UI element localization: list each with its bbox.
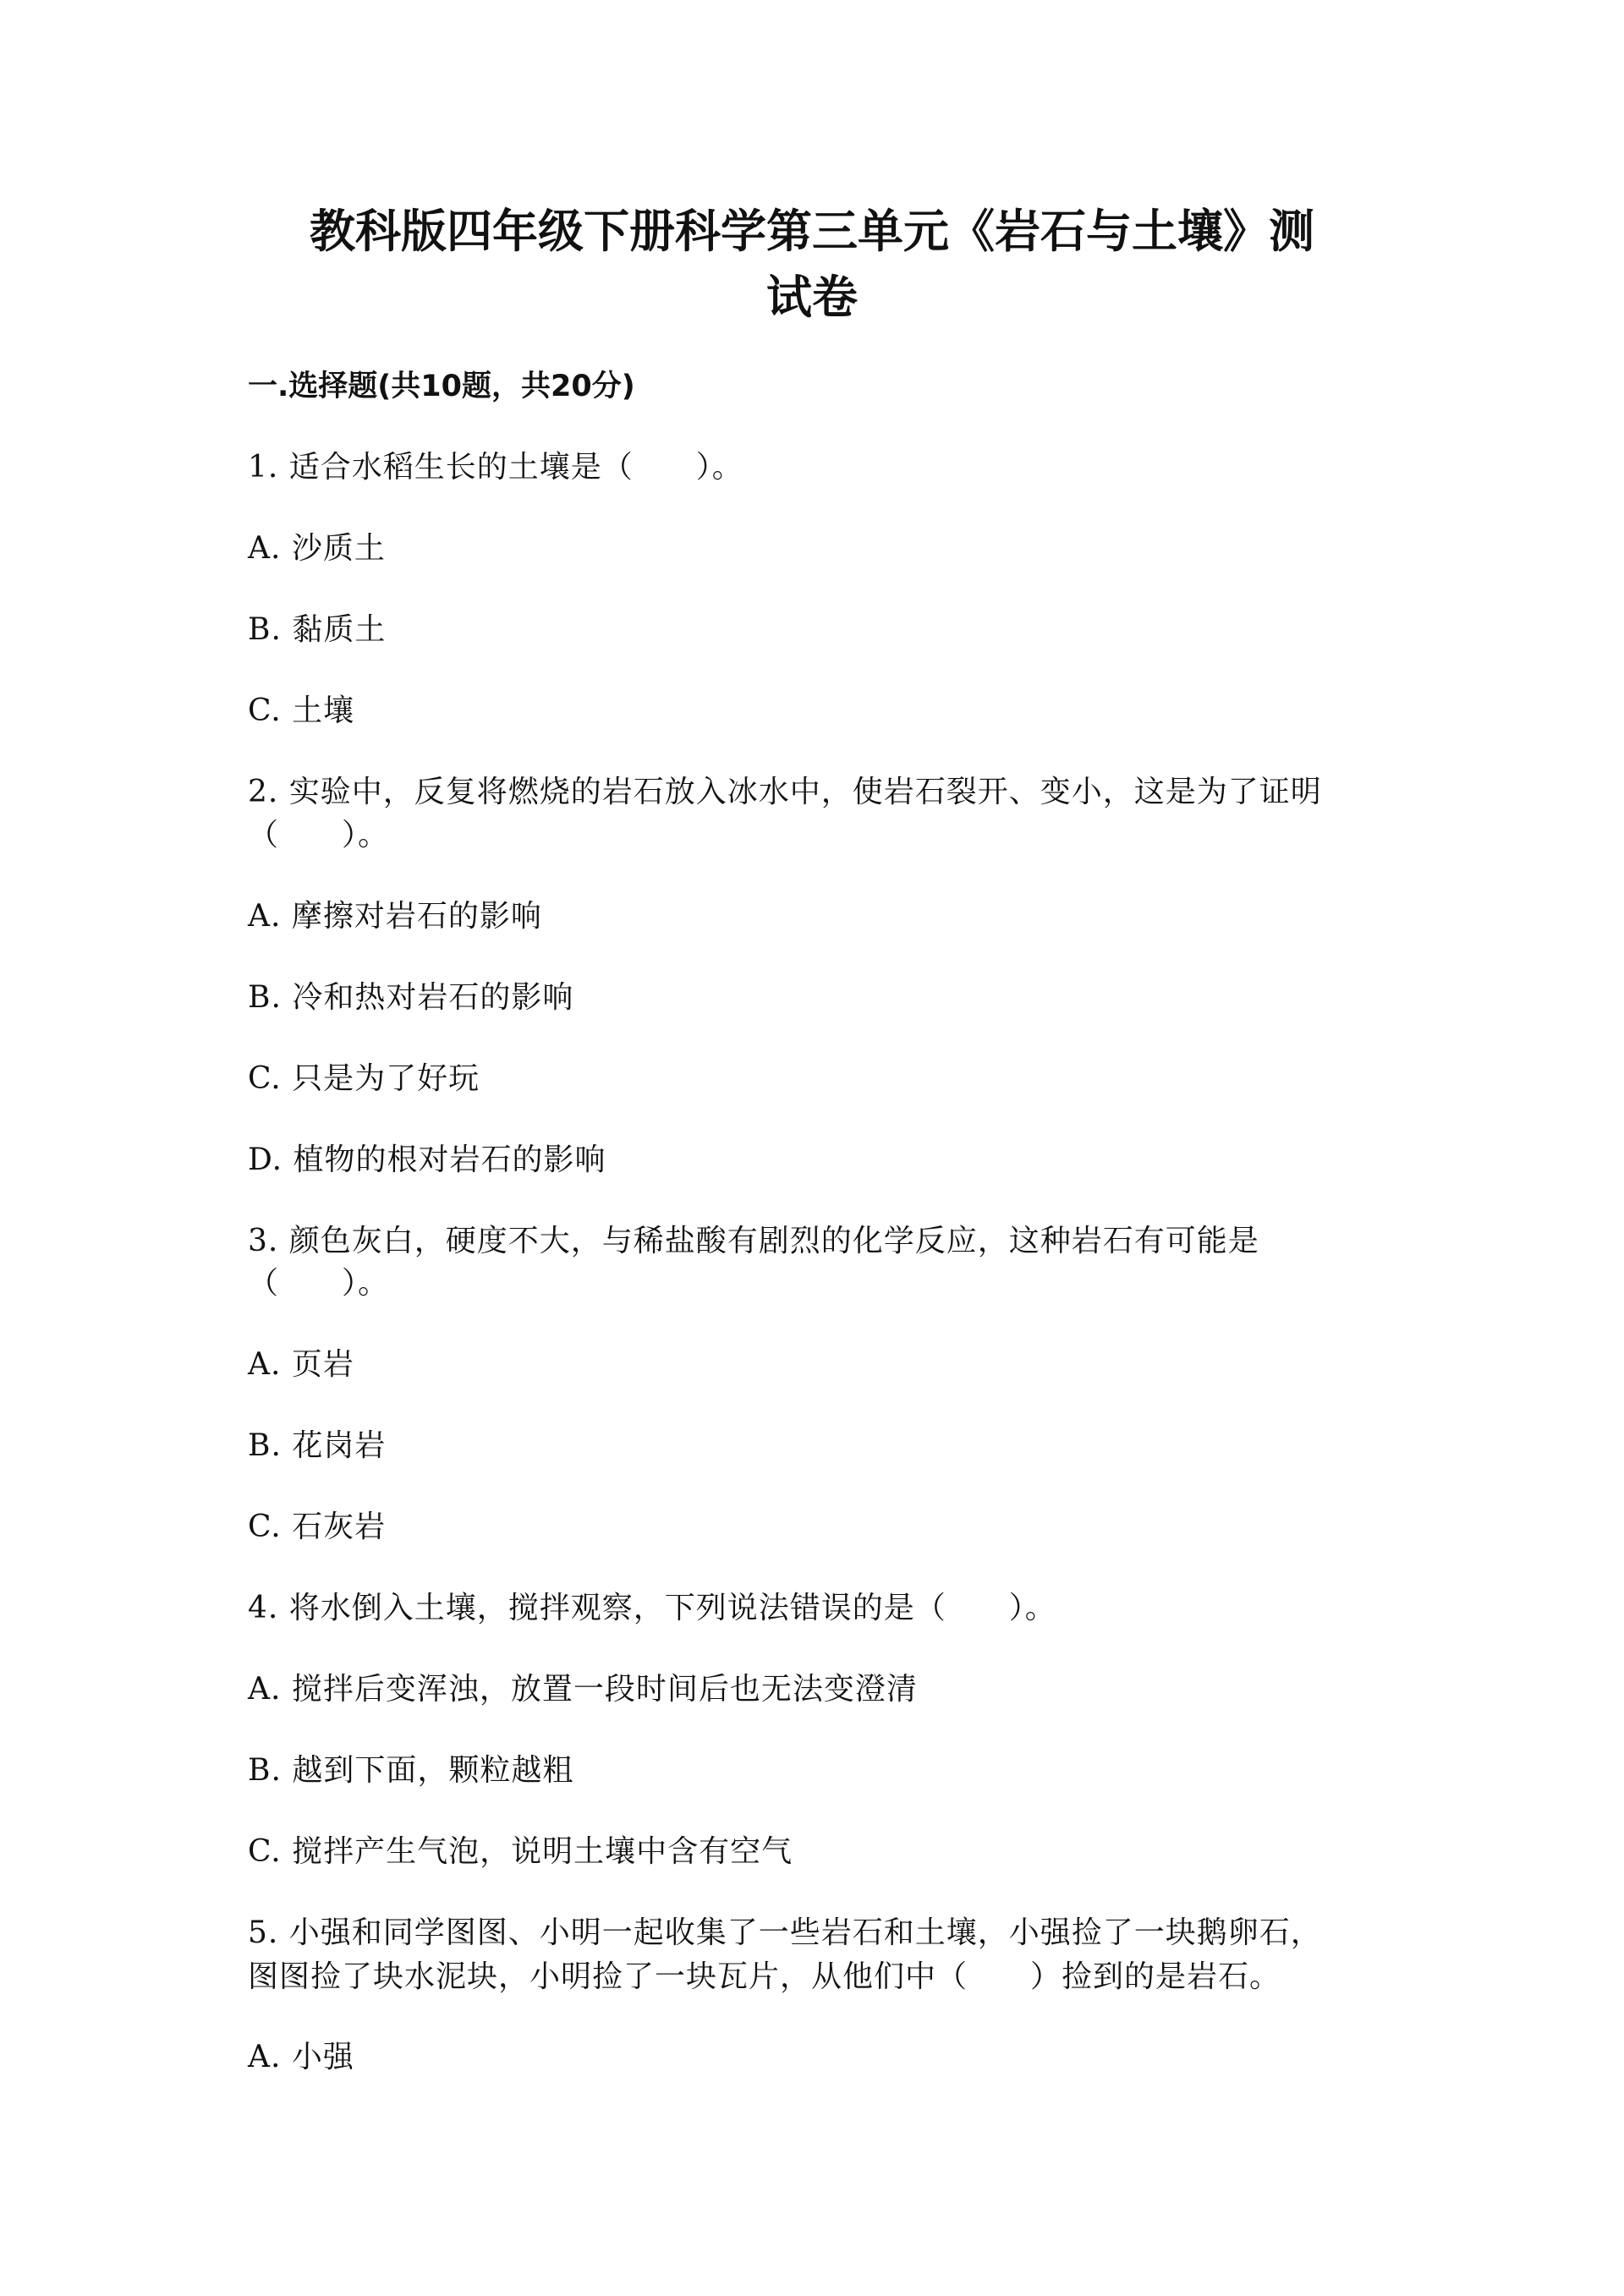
option-a: A. 沙质土 (248, 531, 386, 566)
option-c: C. 土壤 (248, 693, 355, 728)
option-b: B. 冷和热对岩石的影响 (248, 980, 574, 1015)
page-title-line-2: 试卷 (766, 271, 858, 324)
option-d: D. 植物的根对岩石的影响 (248, 1143, 606, 1177)
option-a: A. 搅拌后变浑浊，放置一段时间后也无法变澄清 (248, 1672, 918, 1707)
question-stem: 4. 将水倒入土壤，搅拌观察，下列说法错误的是（ ）。 (248, 1591, 1056, 1625)
option-c: C. 搅拌产生气泡，说明土壤中含有空气 (248, 1834, 793, 1869)
question-stem: 1. 适合水稻生长的土壤是（ ）。 (248, 450, 743, 485)
question-stem: 3. 颜色灰白，硬度不大，与稀盐酸有剧烈的化学反应，这种岩石有可能是 (248, 1224, 1259, 1258)
option-b: B. 花岗岩 (248, 1428, 387, 1463)
option-a: A. 页岩 (248, 1347, 354, 1382)
question-stem-cont: 图图捡了块水泥块，小明捡了一块瓦片，从他们中（ ）捡到的是岩石。 (248, 1959, 1281, 1994)
option-a: A. 小强 (248, 2040, 354, 2074)
section-heading: 一.选择题(共10题，共20分) (248, 370, 635, 403)
page-title-line-1: 教科版四年级下册科学第三单元《岩石与土壤》测 (310, 205, 1314, 258)
question-stem: 5. 小强和同学图图、小明一起收集了一些岩石和土壤，小强捡了一块鹅卵石， (248, 1915, 1322, 1950)
question-stem-cont: （ ）。 (248, 818, 390, 852)
option-b: B. 黏质土 (248, 612, 387, 647)
option-c: C. 只是为了好玩 (248, 1061, 480, 1096)
question-stem: 2. 实验中，反复将燃烧的岩石放入冰水中，使岩石裂开、变小，这是为了证明 (248, 775, 1322, 809)
question-stem-cont: （ ）。 (248, 1266, 390, 1301)
option-a: A. 摩擦对岩石的影响 (248, 899, 542, 934)
option-b: B. 越到下面，颗粒越粗 (248, 1753, 574, 1788)
option-c: C. 石灰岩 (248, 1510, 387, 1544)
